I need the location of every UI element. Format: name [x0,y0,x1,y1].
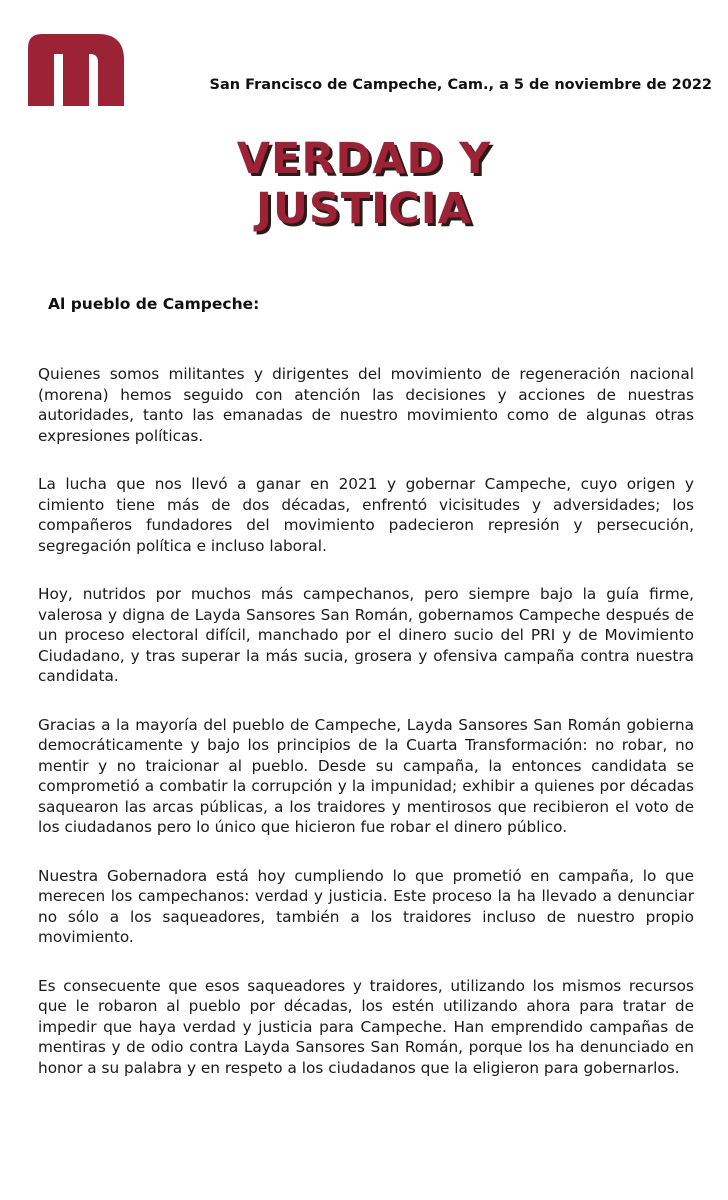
morena-logo [28,34,124,106]
page-title [0,134,728,234]
paragraph: Gracias a la mayoría del pueblo de Campeche, Layda Sansores San Román gobierna democráticamente y bajo los principios de la Cuarta Transformación: no robar, no mentir y no traicionar al pueblo. Desde su campaña, la entonces candidata se comprometió a combatir la corrupción y la impunidad; exhibir a quienes por décadas saquearon las arcas públicas, a los traidores y mentirosos que recibieron el voto de los ciudadanos pero lo único que hicieron fue robar el dinero público. [38,715,694,836]
letter-body [38,364,694,1102]
title-line-1: VERDAD Y [236,134,492,184]
paragraph: La lucha que nos llevó a ganar en 2021 y gobernar Campeche, cuyo origen y cimiento tiene más de dos décadas, enfrentó vicisitudes y adversidades; los compañeros fundadores del movimiento padecieron represión y persecución, segregación política e incluso laboral. [38,475,694,555]
paragraph: Nuestra Gobernadora está hoy cumpliendo lo que prometió en campaña, lo que merecen los campechanos: verdad y justicia. Este proceso la ha llevado a denunciar no sólo a los saqueadores, también a los traidores incluso de nuestro propio movimiento. [38,866,694,946]
paragraph: Hoy, nutridos por muchos más campechanos, pero siempre bajo la guía firme, valerosa y digna de Layda Sansores San Román, gobernamos Campeche después de un proceso electoral difícil, manchado por el dinero sucio del PRI y de Movimiento Ciudadano, y tras superar la más sucia, grosera y ofensiva campaña contra nuestra candidata. [38,585,694,685]
paragraph: Es consecuente que esos saqueadores y traidores, utilizando los mismos recursos que le robaron al pueblo por décadas, los estén utilizando ahora para tratar de impedir que haya verdad y justicia para Campeche. Han emprendido campañas de mentiras y de odio contra Layda Sansores San Román, porque los ha denunciado en honor a su palabra y en respeto a los ciudadanos que la eligieron para gobernarlos. [38,976,694,1077]
salutation: Al pueblo de Campeche: [48,295,260,313]
title-line-2: JUSTICIA [255,184,473,234]
dateline: San Francisco de Campeche, Cam., a 5 de noviembre de 2022 [209,77,712,93]
paragraph: Quienes somos militantes y dirigentes del movimiento de regeneración nacional (morena) hemos seguido con atención las decisiones y acciones de nuestras autoridades, tanto las emanadas de nuestro movimiento como de algunas otras expresiones políticas. [38,365,694,445]
morena-m-logo-icon [28,34,124,106]
